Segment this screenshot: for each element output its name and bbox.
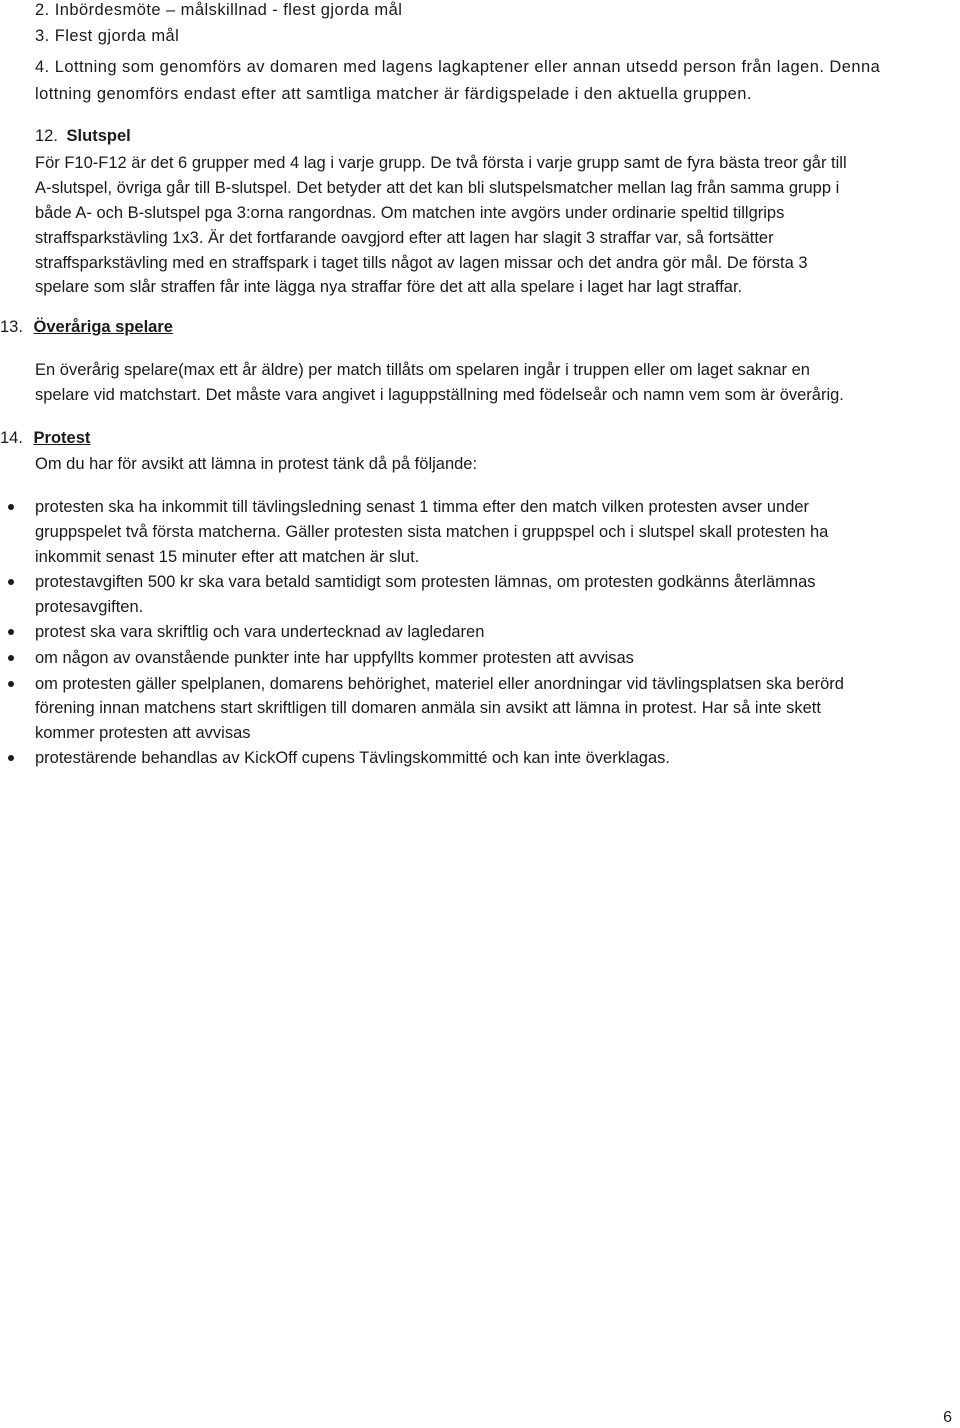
section-13-heading xyxy=(0,317,173,337)
rule-item-4-line1: 4. Lottning som genomförs av domaren med lagens lagkaptener eller annan utsedd person från lagen. Denna xyxy=(35,58,881,76)
section-14-title: Protest xyxy=(33,429,91,447)
rule-item-2: 2. Inbördesmöte – målskillnad - flest gjorda mål xyxy=(35,1,403,19)
section-12-line: både A- och B-slutspel pga 3:orna rangordnas. Om matchen inte avgörs under ordinarie speltid tillgrips xyxy=(35,204,785,222)
bullet-icon xyxy=(8,579,14,585)
section-13-line: En överårig spelare(max ett år äldre) per match tillåts om spelaren ingår i truppen eller om laget saknar en xyxy=(35,361,810,379)
section-12-line: A-slutspel, övriga går till B-slutspel. Det betyder att det kan bli slutspelsmatcher mellan lag från samma grupp i xyxy=(35,179,840,197)
bullet-line: protesavgiften. xyxy=(35,598,144,616)
section-12-heading xyxy=(35,126,131,146)
bullet-icon xyxy=(8,755,14,761)
bullet-line: förening innan matchens start skriftligen till domaren anmäla sin avsikt att lämna in protest. Har så inte skett xyxy=(35,699,821,717)
section-12-line: straffsparkstävling 1x3. Är det fortfarande oavgjord efter att lagen har slagit 3 straffar var, så fortsätter xyxy=(35,229,774,247)
bullet-line: protestärende behandlas av KickOff cupens Tävlingskommitté och kan inte överklagas. xyxy=(35,749,670,767)
section-14-intro: Om du har för avsikt att lämna in protest tänk då på följande: xyxy=(35,455,478,473)
section-12-line: spelare som slår straffen får inte lägga nya straffar före det att alla spelare i laget har lagt straffar. xyxy=(35,278,743,296)
section-13-line: spelare vid matchstart. Det måste vara angivet i laguppställning med födelseår och namn vem som är överårig. xyxy=(35,386,844,404)
bullet-line: gruppspelet två första matcherna. Gäller protesten sista matchen i gruppspel och i slutspel skall protesten ha xyxy=(35,523,829,541)
section-13-number: 13. xyxy=(0,318,23,336)
section-12-line: straffsparkstävling med en straffspark i taget tills något av lagen missar och det andra gör mål. De första 3 xyxy=(35,254,808,272)
bullet-line: protest ska vara skriftlig och vara undertecknad av lagledaren xyxy=(35,623,485,641)
bullet-line: protesten ska ha inkommit till tävlingsledning senast 1 timma efter den match vilken protesten avser under xyxy=(35,498,810,516)
bullet-line: protestavgiften 500 kr ska vara betald samtidigt som protesten lämnas, om protesten godkänns återlämnas xyxy=(35,573,816,591)
bullet-line: kommer protesten att avvisas xyxy=(35,724,251,742)
page-number: 6 xyxy=(943,1409,952,1426)
bullet-icon xyxy=(8,629,14,635)
section-14-heading xyxy=(0,428,90,448)
section-13-title: Överåriga spelare xyxy=(33,318,173,336)
rule-item-4-line2: lottning genomförs endast efter att samtliga matcher är färdigspelade i den aktuella gruppen. xyxy=(35,85,752,103)
bullet-line: om någon av ovanstående punkter inte har uppfyllts kommer protesten att avvisas xyxy=(35,649,634,667)
bullet-icon xyxy=(8,681,14,687)
rule-item-3: 3. Flest gjorda mål xyxy=(35,27,180,45)
bullet-icon xyxy=(8,504,14,510)
section-12-line: För F10-F12 är det 6 grupper med 4 lag i varje grupp. De två första i varje grupp samt de fyra bästa treor går till xyxy=(35,154,847,172)
section-14-number: 14. xyxy=(0,429,23,447)
bullet-icon xyxy=(8,655,14,661)
section-12-number: 12. xyxy=(35,127,58,145)
bullet-line: inkommit senast 15 minuter efter att matchen är slut. xyxy=(35,548,420,566)
bullet-line: om protesten gäller spelplanen, domarens behörighet, materiel eller anordningar vid tävlingsplatsen ska berörd xyxy=(35,675,844,693)
section-12-title: Slutspel xyxy=(66,127,131,145)
